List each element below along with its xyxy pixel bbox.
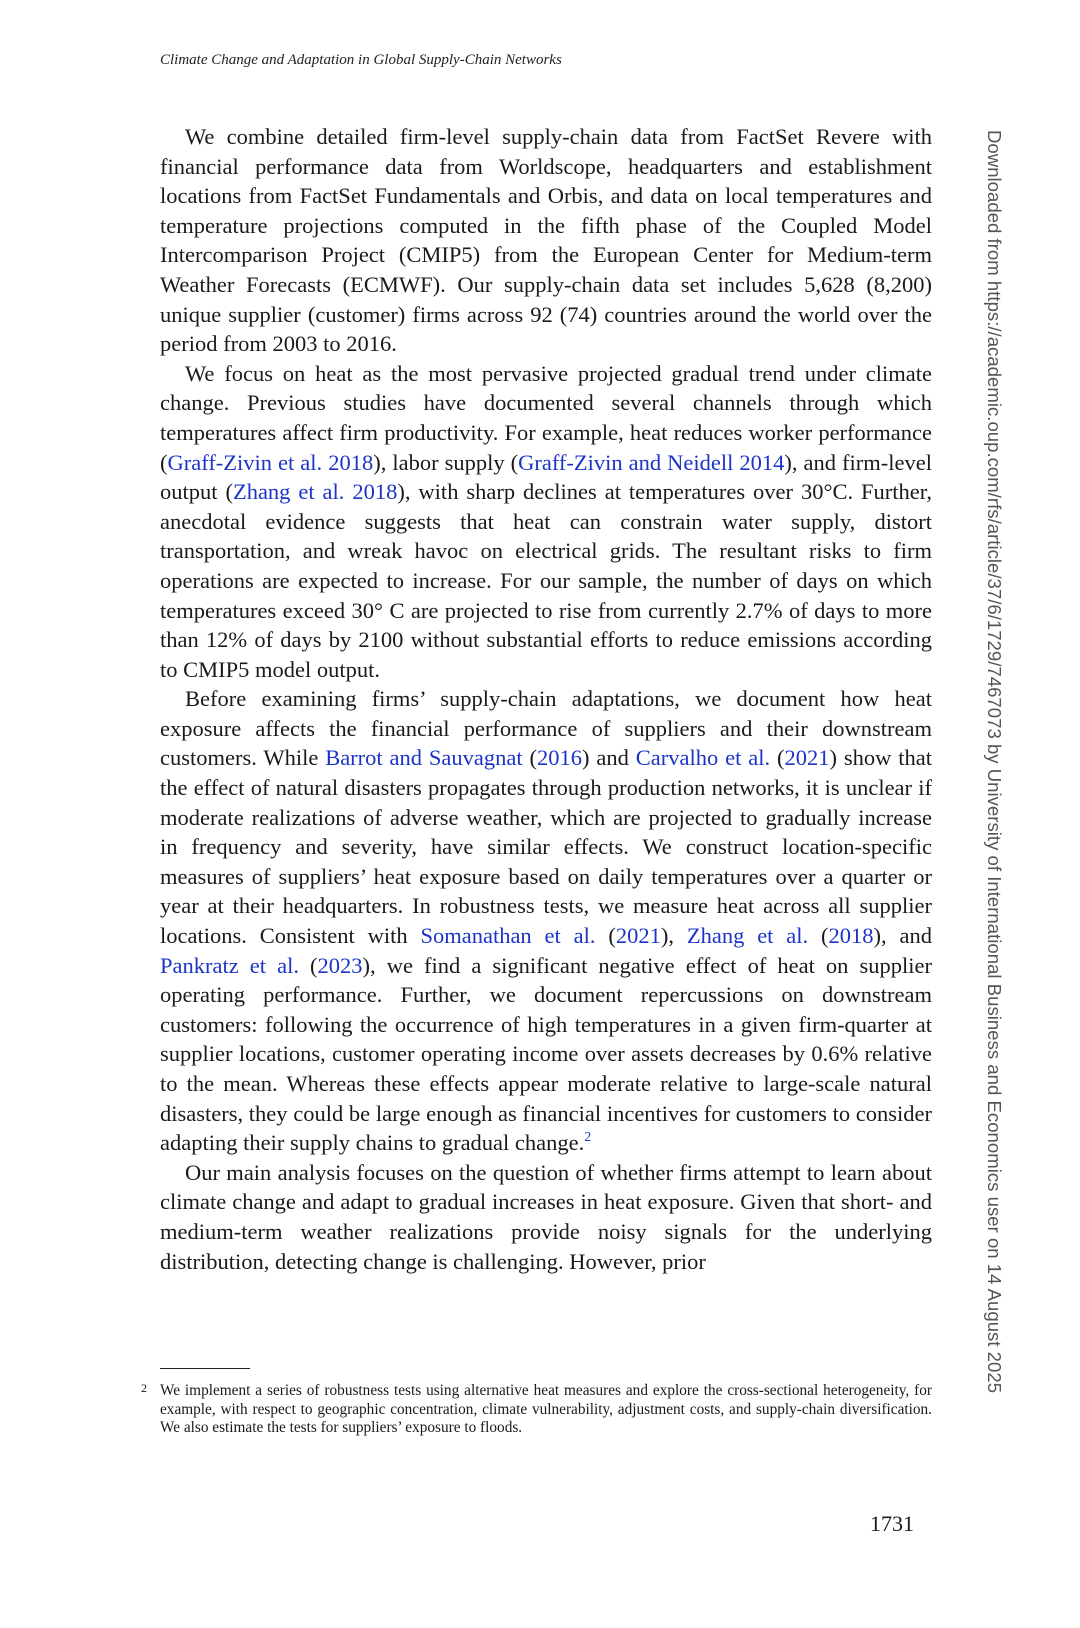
text-span: ) show that the effect of natural disasters propagates through production networks, it is unclear if moderate realizations of adverse weather, which are projected to gradually increase in frequency and severity, have similar effects. We construct location-specific measures of suppliers’ heat exposure based on daily temperatures over a quarter or year at their headquarters. In robustness tests, we measure heat across all supplier locations. Consistent with: [160, 745, 932, 949]
citation-year-link[interactable]: 2023: [317, 952, 363, 978]
text-span: (: [522, 745, 538, 771]
citation-link[interactable]: Graff-Zivin et al. 2018: [167, 449, 374, 475]
paragraph-2: [160, 359, 932, 685]
text-span: (: [595, 923, 616, 949]
citation-link[interactable]: Carvalho et al.: [635, 745, 771, 771]
citation-year-link[interactable]: 2021: [784, 745, 830, 771]
citation-link[interactable]: Barrot and Sauvagnat: [325, 745, 523, 771]
text-span: Before examining firms’ supply-chain adaptations, we document how heat exposure affects the financial performance of suppliers and their downstream customers. While: [160, 686, 932, 771]
citation-year-link[interactable]: 2016: [537, 745, 583, 771]
footnote-rule: [160, 1368, 250, 1369]
body-text: [160, 122, 932, 1276]
text-span: We focus on heat as the most pervasive projected gradual trend under climate change. Previous studies have documented several channels through which temperatures affect firm productivity. For example, heat reduces worker performance (: [160, 360, 932, 475]
paragraph-4: Our main analysis focuses on the question of whether firms attempt to learn about climate change and adapt to gradual increases in heat exposure. Given that short- and medium-term weather realizations provide noisy signals for the underlying distribution, detecting change is challenging. However, prior: [160, 1159, 932, 1274]
footnote-text: We implement a series of robustness tests using alternative heat measures and explore the cross-sectional heterogeneity, for example, with respect to geographic concentration, climate vulnerability, adjustment costs, and supply-chain diversification. We also estimate the tests for suppliers’ exposure to floods.: [160, 1382, 932, 1436]
footnote-reference[interactable]: 2: [584, 1130, 592, 1146]
footnote: [141, 1381, 932, 1438]
text-span: ), and firm-level output (: [160, 449, 933, 505]
footnote-mark: 2: [141, 1381, 147, 1395]
text-span: ), labor supply (: [373, 449, 519, 475]
page-number: 1731: [870, 1511, 914, 1536]
citation-link[interactable]: Pankratz et al.: [160, 952, 299, 978]
citation-link[interactable]: Somanathan et al.: [420, 923, 596, 949]
text-span: (: [808, 923, 829, 949]
text-span: ), with sharp declines at temperatures over 30°C. Further, anecdotal evidence suggests that heat can constrain water supply, distort transportation, and wreak havoc on electrical grids. The resultant risks to firm operations are expected to increase. For our sample, the number of days on which temperatures exceed 30° C are projected to rise from currently 2.7% of days to more than 12% of days by 2100 without substantial efforts to reduce emissions according to CMIP5 model output.: [160, 479, 932, 682]
text-span: ), we find a significant negative effect of heat on supplier operating performance. Further, we document repercussions on downstream customers: following the occurrence of high temperatures in a given firm-quarter at supplier locations, customer operating income over assets decreases by 0.6% relative to the mean. Whereas these effects appear moderate relative to large-scale natural disasters, they could be large enough as financial incentives for customers to consider adapting their supply chains to gradual change.: [160, 952, 932, 1156]
text-span: ),: [660, 923, 687, 949]
download-banner: Downloaded from https://academic.oup.com/rfs/article/37/6/1729/7467073 by University of International Business and Economics user on 14 August 2025: [984, 130, 1005, 1394]
text-span: ), and: [873, 923, 932, 949]
paragraph-1: We combine detailed firm-level supply-chain data from FactSet Revere with financial performance data from Worldscope, headquarters and establishment locations from FactSet Fundamentals and Orbis, and data on local temperatures and temperature projections computed in the fifth phase of the Coupled Model Intercomparison Project (CMIP5) from the European Center for Medium-term Weather Forecasts (ECMWF). Our supply-chain data set includes 5,628 (8,200) unique supplier (customer) firms across 92 (74) countries around the world over the period from 2003 to 2016.: [160, 124, 932, 357]
citation-year-link[interactable]: 2018: [828, 923, 874, 949]
text-span: ) and: [582, 745, 636, 771]
citation-link[interactable]: Zhang et al.: [686, 923, 809, 949]
paragraph-3: [160, 684, 932, 1158]
text-span: (: [770, 745, 785, 771]
citation-year-link[interactable]: 2021: [615, 923, 661, 949]
citation-link[interactable]: Zhang et al. 2018: [232, 479, 398, 505]
text-span: (: [298, 952, 318, 978]
citation-link[interactable]: Graff-Zivin and Neidell 2014: [518, 449, 785, 475]
running-head: Climate Change and Adaptation in Global Supply-Chain Networks: [160, 52, 562, 68]
